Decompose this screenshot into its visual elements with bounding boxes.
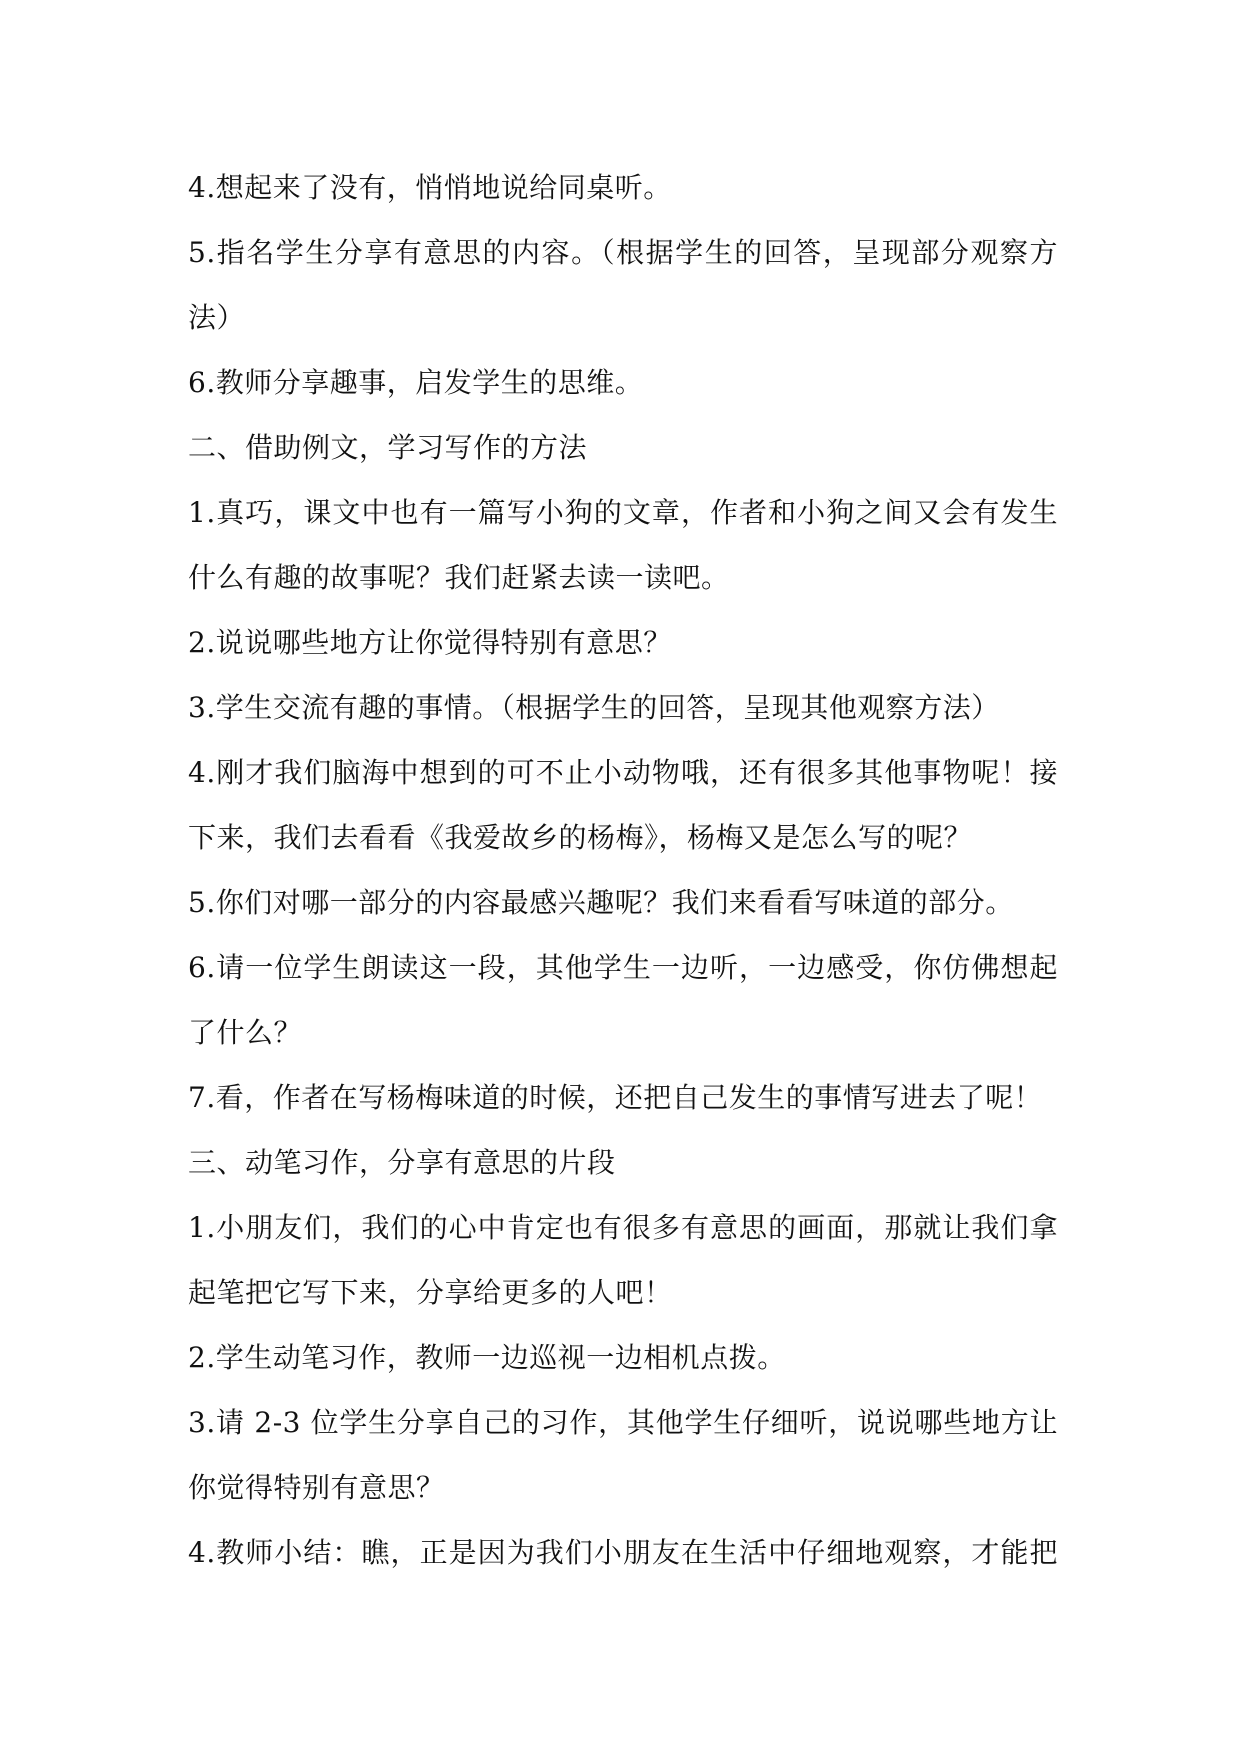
text-line: 了什么？ bbox=[188, 1016, 303, 1049]
section-heading: 三、动笔习作，分享有意思的片段 bbox=[188, 1146, 616, 1179]
text-line: 法） bbox=[188, 301, 246, 334]
section-heading: 二、借助例文，学习写作的方法 bbox=[188, 431, 588, 464]
text-line: 3.请 2-3 位学生分享自己的习作，其他学生仔细听，说说哪些地方让 bbox=[188, 1406, 1058, 1439]
text-line: 2.学生动笔习作，教师一边巡视一边相机点拨。 bbox=[188, 1341, 786, 1374]
text-line: 3.学生交流有趣的事情。（根据学生的回答，呈现其他观察方法） bbox=[188, 691, 1000, 724]
text-line: 你觉得特别有意思？ bbox=[188, 1471, 445, 1504]
document-body bbox=[188, 155, 1058, 1585]
text-line: 什么有趣的故事呢？我们赶紧去读一读吧。 bbox=[188, 561, 730, 594]
text-line: 4.刚才我们脑海中想到的可不止小动物哦，还有很多其他事物呢！接 bbox=[188, 756, 1058, 789]
text-line: 1.小朋友们，我们的心中肯定也有很多有意思的画面，那就让我们拿 bbox=[188, 1211, 1058, 1244]
text-line: 5.你们对哪一部分的内容最感兴趣呢？我们来看看写味道的部分。 bbox=[188, 886, 1014, 919]
text-line: 4.教师小结：瞧，正是因为我们小朋友在生活中仔细地观察，才能把 bbox=[188, 1536, 1058, 1569]
text-line: 1.真巧，课文中也有一篇写小狗的文章，作者和小狗之间又会有发生 bbox=[188, 496, 1058, 529]
text-line: 起笔把它写下来，分享给更多的人吧！ bbox=[188, 1276, 673, 1309]
text-line: 下来，我们去看看《我爱故乡的杨梅》，杨梅又是怎么写的呢？ bbox=[188, 821, 973, 854]
text-line: 6.教师分享趣事，启发学生的思维。 bbox=[188, 366, 644, 399]
text-line: 6.请一位学生朗读这一段，其他学生一边听，一边感受，你仿佛想起 bbox=[188, 951, 1058, 984]
text-line: 7.看，作者在写杨梅味道的时候，还把自己发生的事情写进去了呢！ bbox=[188, 1081, 1043, 1114]
text-line: 5.指名学生分享有意思的内容。（根据学生的回答，呈现部分观察方 bbox=[188, 236, 1058, 269]
text-line: 2.说说哪些地方让你觉得特别有意思？ bbox=[188, 626, 672, 659]
text-line: 4.想起来了没有，悄悄地说给同桌听。 bbox=[188, 171, 672, 204]
